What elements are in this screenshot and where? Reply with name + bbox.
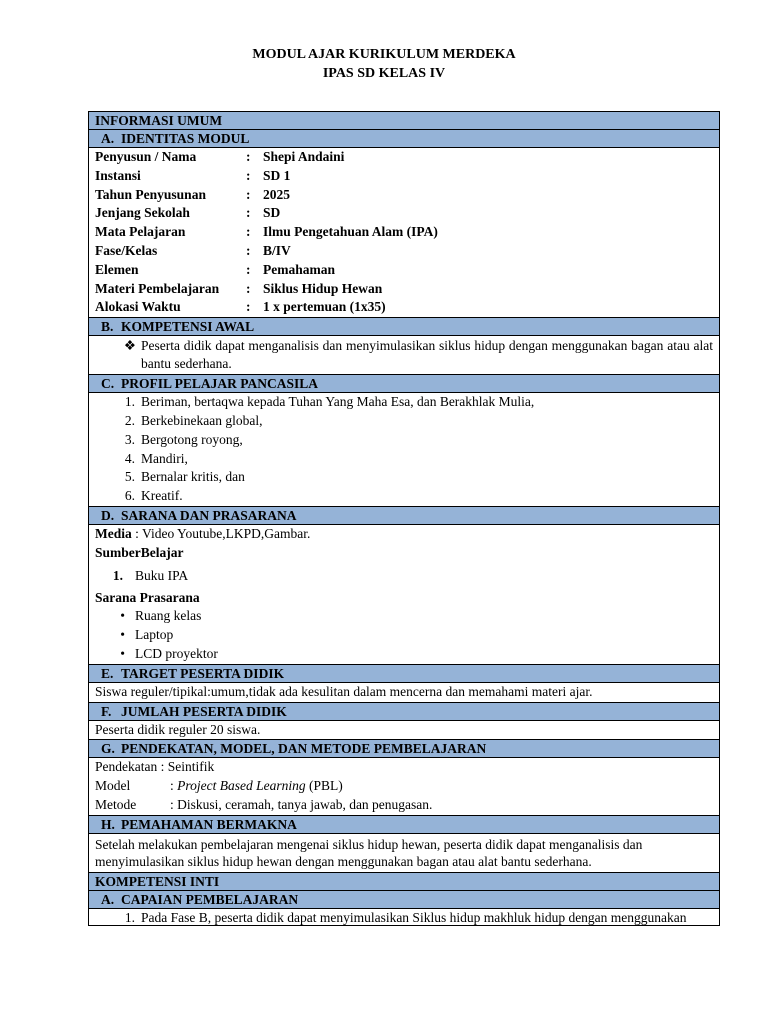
- identitas-colon: :: [246, 242, 251, 258]
- list-number: 1.: [124, 394, 135, 410]
- section-pendekatan-header: [89, 740, 719, 758]
- identitas-row: [89, 242, 719, 261]
- identitas-key: Penyusun / Nama: [95, 149, 197, 164]
- section-jumlah-header: [89, 703, 719, 721]
- identitas-colon: :: [246, 261, 251, 277]
- section-letter: E.: [101, 665, 114, 681]
- list-item: [89, 431, 719, 450]
- section-letter: A.: [101, 131, 115, 146]
- diamond-bullet-icon: ❖: [123, 338, 136, 354]
- identitas-colon: :: [246, 205, 251, 221]
- list-text: Bernalar kritis, dan: [141, 469, 245, 485]
- identitas-row: [89, 280, 719, 299]
- pemahaman-line: menyimulasikan siklus hidup hewan dengan menggunakan bagan atau alat bantu sederhana.: [95, 853, 592, 869]
- pemahaman-body: [89, 834, 719, 873]
- identitas-value: SD 1: [263, 167, 291, 183]
- section-sarana-header: [89, 507, 719, 525]
- section-title: JUMLAH PESERTA DIDIK: [121, 703, 287, 719]
- pendekatan-row: Pendekatan : Seintifik: [95, 759, 215, 775]
- section-target-header: [89, 665, 719, 683]
- metode-row: [89, 796, 719, 815]
- list-text: Beriman, bertaqwa kepada Tuhan Yang Maha Esa, dan Berakhlak Mulia,: [141, 394, 535, 410]
- bullet-icon: •: [120, 627, 125, 643]
- list-number: 4.: [124, 450, 135, 466]
- target-body: [89, 683, 719, 703]
- metode-label: Metode: [95, 796, 137, 812]
- identitas-colon: :: [246, 224, 251, 240]
- section-letter: A.: [101, 891, 115, 907]
- model-colon: :: [170, 778, 178, 794]
- list-item: [89, 626, 719, 645]
- sarana-body: [89, 525, 719, 665]
- identitas-row: [89, 298, 719, 317]
- section-title: PENDEKATAN, MODEL, DAN METODE PEMBELAJARAN: [121, 741, 487, 757]
- list-item: [89, 645, 719, 664]
- identitas-row: [89, 186, 719, 205]
- identitas-colon: :: [246, 280, 251, 296]
- model-label: Model: [95, 778, 131, 794]
- document-title: MODUL AJAR KURIKULUM MERDEKA: [252, 47, 516, 62]
- section-title: SARANA DAN PRASARANA: [121, 507, 297, 523]
- sarana-prasarana-label: Sarana Prasarana: [95, 589, 200, 605]
- identitas-key: Mata Pelajaran: [95, 224, 186, 240]
- identitas-key: Elemen: [95, 261, 139, 277]
- kompetensi-awal-item: [89, 336, 719, 374]
- list-item: [89, 607, 719, 626]
- list-text: Bergotong royong,: [141, 431, 243, 447]
- list-item: [89, 909, 719, 925]
- kompetensi-awal-text: Peserta didik dapat menganalisis dan menyimulasikan siklus hidup dengan menggunakan bagan atau alat bantu sederhana.: [141, 338, 713, 372]
- identitas-row: [89, 261, 719, 280]
- section-title: IDENTITAS MODUL: [121, 131, 250, 146]
- bullet-icon: •: [120, 645, 125, 661]
- section-capaian-header: [89, 891, 719, 909]
- identitas-value: B/IV: [263, 242, 291, 258]
- identitas-colon: :: [246, 167, 251, 183]
- list-item: [89, 487, 719, 506]
- list-item: [89, 393, 719, 412]
- identitas-key: Jenjang Sekolah: [95, 205, 190, 221]
- identitas-value: Ilmu Pengetahuan Alam (IPA): [263, 224, 438, 240]
- identitas-key: Alokasi Waktu: [95, 299, 181, 315]
- section-letter: G.: [101, 741, 115, 757]
- list-item: [89, 468, 719, 487]
- module-table: [88, 111, 720, 926]
- jumlah-body: [89, 721, 719, 741]
- list-item: [89, 412, 719, 431]
- identitas-value: 2025: [263, 186, 290, 202]
- list-number: 6.: [124, 488, 135, 504]
- list-item: [89, 450, 719, 469]
- list-text: Pada Fase B, peserta didik dapat menyimulasikan Siklus hidup makhluk hidup dengan menggunakan: [141, 909, 687, 925]
- media-value: : Video Youtube,LKPD,Gambar.: [131, 525, 311, 541]
- media-row: [89, 525, 719, 544]
- section-title: CAPAIAN PEMBELAJARAN: [121, 891, 299, 907]
- identitas-value: Shepi Andaini: [263, 149, 345, 164]
- list-number: 1.: [124, 909, 135, 925]
- identitas-body: [89, 148, 719, 318]
- identitas-value: 1 x pertemuan (1x35): [263, 299, 386, 315]
- pemahaman-line: Setelah melakukan pembelajaran mengenai siklus hidup hewan, peserta didik dapat menganalisis dan: [95, 836, 643, 852]
- profil-list: [89, 393, 719, 507]
- model-abbrev: (PBL): [305, 778, 343, 794]
- jumlah-text: Peserta didik reguler 20 siswa.: [95, 721, 261, 737]
- identitas-key: Materi Pembelajaran: [95, 280, 220, 296]
- metode-value: : Diskusi, ceramah, tanya jawab, dan penugasan.: [170, 796, 433, 812]
- list-text: Mandiri,: [141, 450, 188, 466]
- identitas-key: Fase/Kelas: [95, 242, 158, 258]
- identitas-colon: :: [246, 186, 251, 202]
- list-number: 3.: [124, 431, 135, 447]
- identitas-row: [89, 167, 719, 186]
- model-row: [89, 777, 719, 796]
- capaian-body: [89, 909, 719, 925]
- list-text: Laptop: [135, 627, 174, 643]
- list-number: 5.: [124, 469, 135, 485]
- section-informasi-umum-header: INFORMASI UMUM: [89, 112, 719, 130]
- identitas-colon: :: [246, 299, 251, 315]
- section-kompetensi-inti-header: KOMPETENSI INTI: [89, 873, 719, 891]
- list-number: 2.: [124, 412, 135, 428]
- sumber-belajar-item: [89, 563, 719, 589]
- section-letter: H.: [101, 816, 115, 832]
- list-text: Buku IPA: [135, 567, 189, 583]
- document-subtitle: IPAS SD KELAS IV: [322, 66, 446, 81]
- sumber-belajar-label: SumberBelajar: [95, 544, 184, 560]
- identitas-key: Tahun Penyusunan: [95, 186, 206, 202]
- section-kompetensi-awal-header: [89, 318, 719, 336]
- section-title: PROFIL PELAJAR PANCASILA: [121, 376, 319, 392]
- list-number: 1.: [112, 567, 123, 583]
- section-letter: D.: [101, 507, 115, 523]
- section-pemahaman-header: [89, 816, 719, 834]
- model-name: Project Based Learning: [177, 778, 306, 794]
- identitas-colon: :: [246, 149, 251, 164]
- identitas-row: [89, 204, 719, 223]
- identitas-key: Instansi: [95, 167, 141, 183]
- section-title: KOMPETENSI AWAL: [121, 319, 255, 335]
- identitas-value: SD: [263, 205, 281, 221]
- bullet-icon: •: [120, 608, 125, 624]
- kompetensi-awal-body: [89, 336, 719, 375]
- section-title: PEMAHAMAN BERMAKNA: [121, 816, 297, 832]
- identitas-value: Pemahaman: [263, 261, 335, 277]
- list-text: LCD proyektor: [135, 645, 218, 661]
- list-text: Berkebinekaan global,: [141, 412, 263, 428]
- identitas-value: Siklus Hidup Hewan: [263, 280, 383, 296]
- pemahaman-text: [89, 834, 719, 872]
- list-text: Ruang kelas: [135, 608, 202, 624]
- pendekatan-body: [89, 758, 719, 815]
- target-text: Siswa reguler/tipikal:umum,tidak ada kesulitan dalam mencerna dan memahami materi ajar.: [95, 683, 593, 699]
- section-profil-header: [89, 375, 719, 393]
- identitas-row: [89, 223, 719, 242]
- media-label: Media: [95, 525, 132, 541]
- section-letter: F.: [101, 703, 112, 719]
- section-letter: B.: [101, 319, 114, 335]
- list-text: Kreatif.: [141, 488, 183, 504]
- section-title: TARGET PESERTA DIDIK: [121, 665, 285, 681]
- section-identitas-header: [89, 130, 719, 148]
- section-letter: C.: [101, 376, 115, 392]
- identitas-row: [89, 148, 719, 167]
